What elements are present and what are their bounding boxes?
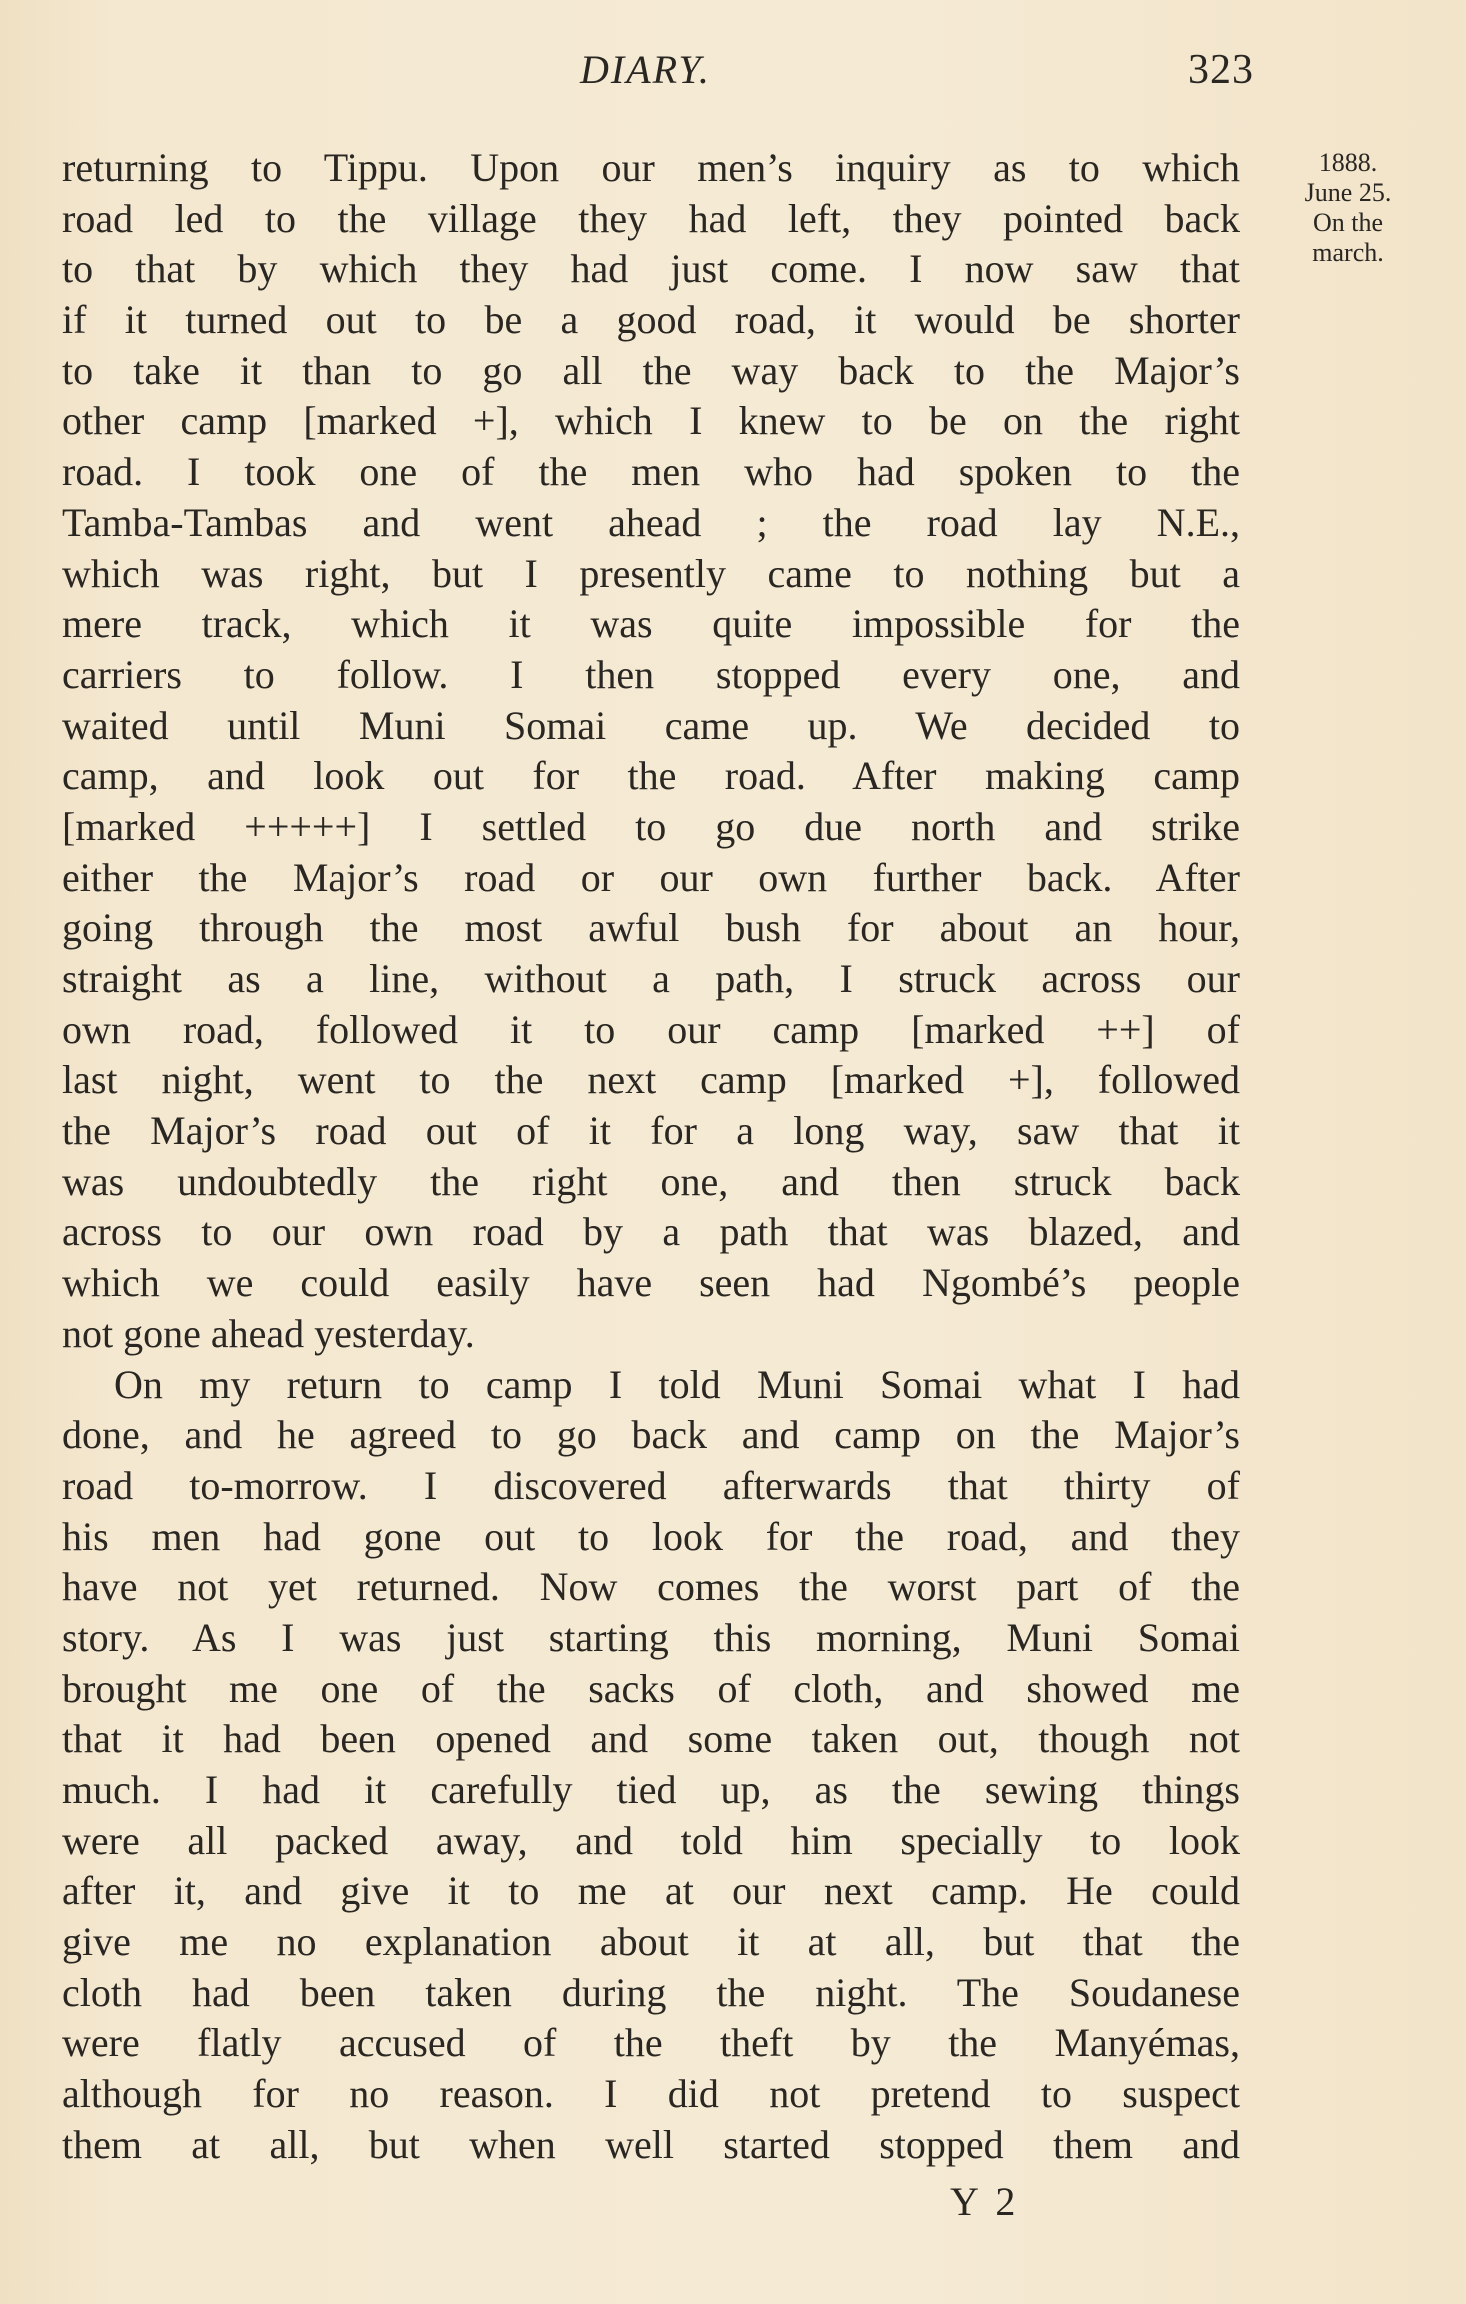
text-line: camp, and look out for the road. After making camp (62, 753, 1240, 799)
margin-note-date: June 25. (1304, 178, 1392, 207)
text-line: have not yet returned. Now comes the worst part of the (62, 1564, 1240, 1610)
text-line: On my return to camp I told Muni Somai what I had (114, 1361, 1240, 1407)
text-line: much. I had it carefully tied up, as the sewing things (62, 1767, 1240, 1812)
text-line: give me no explanation about it at all, but that the (62, 1919, 1240, 1965)
text-line: which we could easily have seen had Ngombé’s people (62, 1260, 1240, 1306)
text-line: waited until Muni Somai came up. We decided to (62, 702, 1240, 748)
page-header (0, 46, 1466, 106)
text-line: although for no reason. I did not pretend to suspect (62, 2071, 1240, 2117)
text-line: straight as a line, without a path, I struck across our (62, 956, 1240, 1001)
text-line: returning to Tippu. Upon our men’s inquiry as to which (62, 145, 1240, 190)
text-line: to that by which they had just come. I now saw that (62, 246, 1240, 292)
text-line: if it turned out to be a good road, it would be shorter (62, 297, 1240, 343)
text-line: to take it than to go all the way back to the Major’s (62, 347, 1240, 393)
text-line: which was right, but I presently came to nothing but a (62, 550, 1240, 596)
text-line: road to-morrow. I discovered afterwards that thirty of (62, 1462, 1240, 1508)
text-line: done, and he agreed to go back and camp on the Major’s (62, 1412, 1240, 1458)
text-line: across to our own road by a path that was blazed, and (62, 1209, 1240, 1255)
margin-note-topic-line-1: On the (1312, 208, 1384, 237)
text-line: after it, and give it to me at our next camp. He could (62, 1868, 1240, 1914)
text-line: [marked +++++] I settled to go due north and strike (62, 803, 1240, 849)
margin-note-topic-line-2: march. (1312, 238, 1384, 267)
text-line: going through the most awful bush for about an hour, (62, 905, 1240, 951)
text-line: other camp [marked +], which I knew to be on the right (62, 398, 1240, 444)
body-text (62, 143, 1240, 2171)
text-line: his men had gone out to look for the road, and they (62, 1513, 1240, 1559)
text-line: last night, went to the next camp [marked +], followed (62, 1057, 1240, 1103)
text-line: Tamba-Tambas and went ahead ; the road lay N.E., (62, 499, 1240, 545)
text-line: were flatly accused of the theft by the Manyémas, (62, 2020, 1240, 2066)
signature-mark: Y 2 (950, 2179, 1020, 2224)
margin-note (1268, 148, 1428, 268)
text-line: the Major’s road out of it for a long way, saw that it (62, 1108, 1240, 1154)
text-line: not gone ahead yesterday. (62, 1310, 475, 1356)
text-line: either the Major’s road or our own further back. After (62, 854, 1240, 900)
text-line: them at all, but when well started stopped them and (62, 2121, 1240, 2167)
text-line: were all packed away, and told him specially to look (62, 1817, 1240, 1863)
text-line: story. As I was just starting this morning, Muni Somai (62, 1614, 1240, 1660)
text-line: cloth had been taken during the night. The Soudanese (62, 1969, 1240, 2015)
page-number: 323 (1188, 47, 1254, 93)
running-title: DIARY. (580, 47, 711, 92)
text-line: mere track, which it was quite impossible for the (62, 601, 1240, 647)
text-line: that it had been opened and some taken out, though not (62, 1716, 1240, 1762)
text-line: was undoubtedly the right one, and then struck back (62, 1158, 1240, 1204)
margin-note-year: 1888. (1318, 148, 1378, 177)
text-line: road led to the village they had left, they pointed back (62, 195, 1240, 241)
text-line: own road, followed it to our camp [marked ++] of (62, 1006, 1240, 1052)
text-line: road. I took one of the men who had spoken to the (62, 449, 1240, 495)
text-line: carriers to follow. I then stopped every one, and (62, 651, 1240, 697)
text-line: brought me one of the sacks of cloth, and showed me (62, 1665, 1240, 1711)
